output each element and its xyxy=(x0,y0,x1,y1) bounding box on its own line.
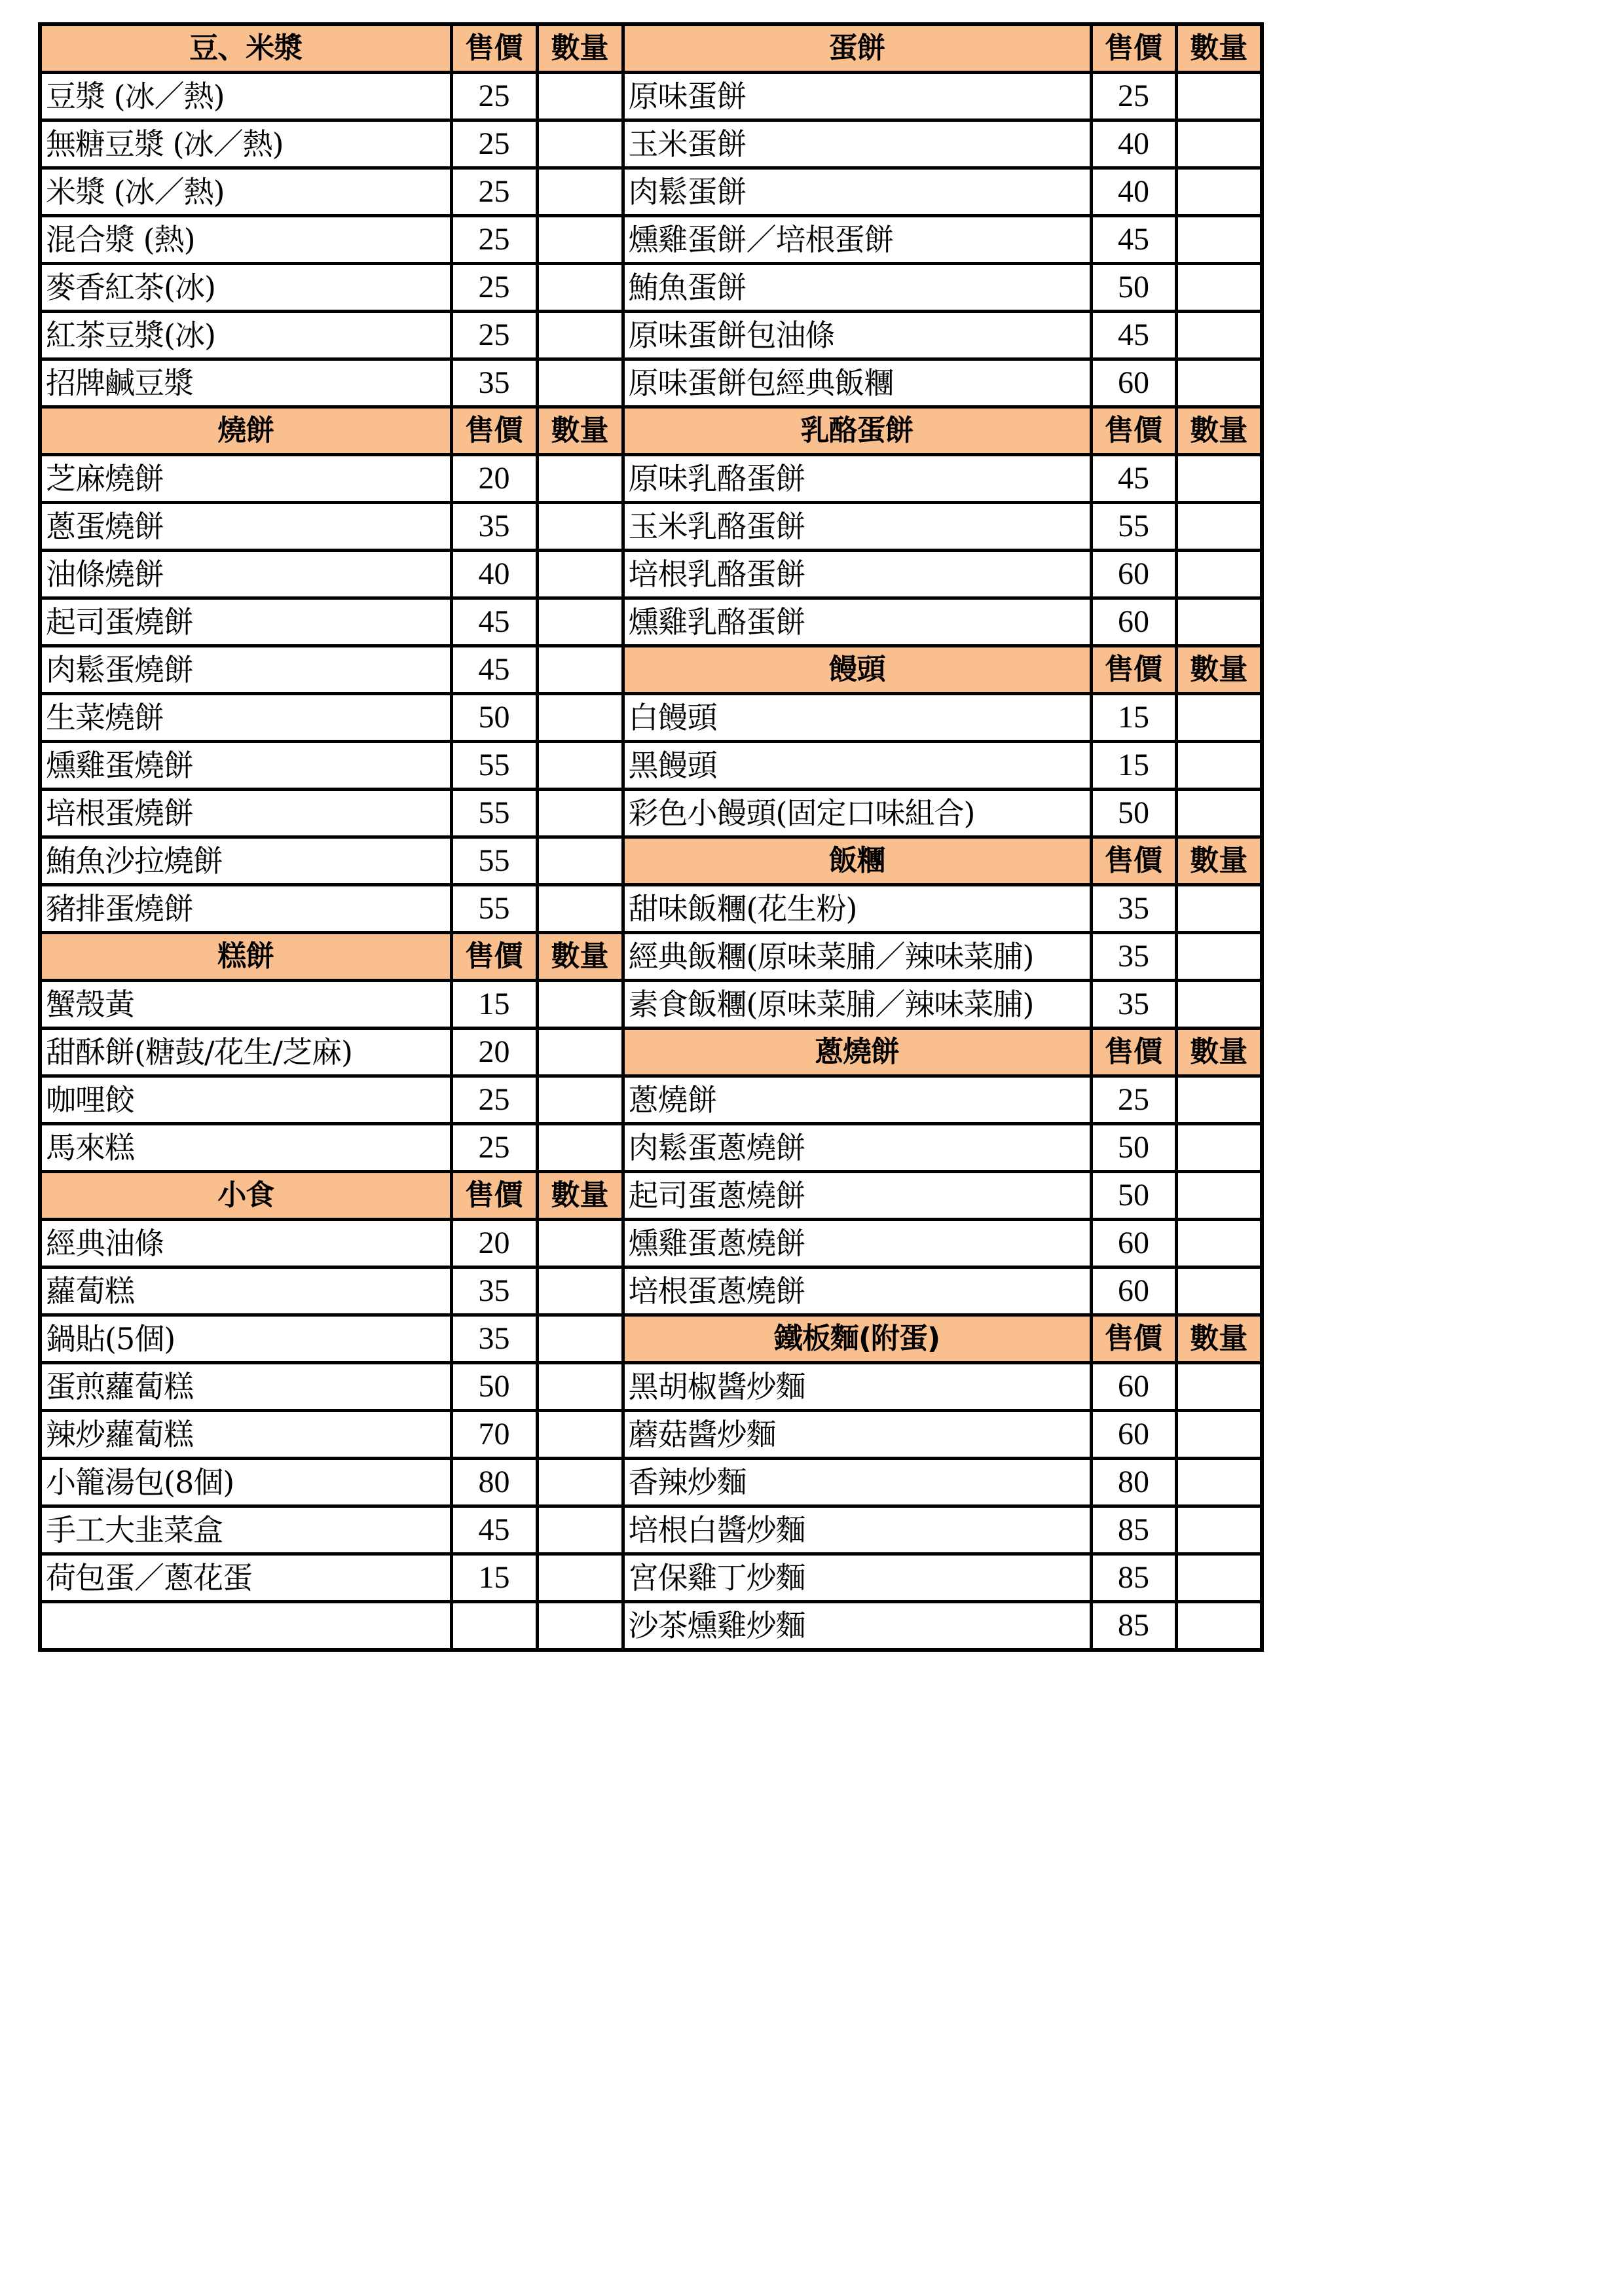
menu-item-price: 35 xyxy=(1091,885,1176,933)
table-row xyxy=(40,1363,1262,1411)
quantity-column-header: 數量 xyxy=(537,407,623,455)
quantity-input-cell[interactable] xyxy=(1176,1076,1262,1124)
quantity-input-cell[interactable] xyxy=(537,1220,623,1267)
menu-item-name: 玉米蛋餅 xyxy=(623,120,1091,168)
quantity-input-cell[interactable] xyxy=(1176,551,1262,598)
table-row xyxy=(40,407,1262,455)
price-column-header: 售價 xyxy=(1091,837,1176,885)
menu-item-name: 起司蛋燒餅 xyxy=(40,598,451,646)
menu-item-name: 甜味飯糰(花生粉) xyxy=(623,885,1091,933)
menu-item-name: 甜酥餅(糖鼓/花生/芝麻) xyxy=(40,1029,451,1076)
menu-item-price: 60 xyxy=(1091,1267,1176,1315)
menu-item-price: 35 xyxy=(1091,933,1176,981)
menu-item-price: 45 xyxy=(1091,312,1176,359)
quantity-input-cell[interactable] xyxy=(1176,503,1262,551)
menu-item-name: 經典油條 xyxy=(40,1220,451,1267)
menu-item-price: 25 xyxy=(451,216,537,264)
menu-item-price: 50 xyxy=(451,694,537,742)
menu-item-price: 25 xyxy=(451,73,537,120)
menu-item-price: 35 xyxy=(1091,981,1176,1029)
quantity-column-header: 數量 xyxy=(1176,837,1262,885)
quantity-input-cell[interactable] xyxy=(537,1506,623,1554)
menu-item-price: 60 xyxy=(1091,598,1176,646)
menu-item-name: 小籠湯包(8個) xyxy=(40,1459,451,1506)
quantity-input-cell[interactable] xyxy=(1176,885,1262,933)
quantity-input-cell[interactable] xyxy=(1176,1506,1262,1554)
table-row xyxy=(40,1459,1262,1506)
menu-item-name: 芝麻燒餅 xyxy=(40,455,451,503)
quantity-input-cell[interactable] xyxy=(1176,120,1262,168)
menu-item-price: 15 xyxy=(1091,694,1176,742)
price-column-header: 售價 xyxy=(1091,24,1176,73)
quantity-input-cell[interactable] xyxy=(1176,1459,1262,1506)
quantity-input-cell[interactable] xyxy=(1176,264,1262,312)
quantity-input-cell[interactable] xyxy=(1176,73,1262,120)
quantity-input-cell[interactable] xyxy=(537,455,623,503)
table-row xyxy=(40,742,1262,790)
menu-item-price: 50 xyxy=(451,1363,537,1411)
menu-item-price: 15 xyxy=(451,981,537,1029)
quantity-input-cell[interactable] xyxy=(1176,1363,1262,1411)
table-row xyxy=(40,503,1262,551)
quantity-input-cell[interactable] xyxy=(1176,598,1262,646)
menu-item-name: 燻雞蛋燒餅 xyxy=(40,742,451,790)
quantity-column-header: 數量 xyxy=(1176,646,1262,694)
quantity-input-cell[interactable] xyxy=(537,1267,623,1315)
menu-item-name: 培根蛋燒餅 xyxy=(40,790,451,837)
menu-item-price: 80 xyxy=(1091,1459,1176,1506)
section-title: 小食 xyxy=(40,1172,451,1220)
menu-item-price: 25 xyxy=(451,1124,537,1172)
menu-item-price: 15 xyxy=(451,1554,537,1602)
price-column-header: 售價 xyxy=(451,407,537,455)
menu-item-name: 白饅頭 xyxy=(623,694,1091,742)
menu-item-name: 肉鬆蛋燒餅 xyxy=(40,646,451,694)
menu-item-name: 起司蛋蔥燒餅 xyxy=(623,1172,1091,1220)
menu-item-name: 肉鬆蛋餅 xyxy=(623,168,1091,216)
quantity-column-header: 數量 xyxy=(1176,1029,1262,1076)
table-row xyxy=(40,455,1262,503)
menu-item-price: 85 xyxy=(1091,1602,1176,1650)
menu-item-price: 45 xyxy=(451,1506,537,1554)
menu-item-name: 鮪魚沙拉燒餅 xyxy=(40,837,451,885)
quantity-input-cell[interactable] xyxy=(537,216,623,264)
quantity-input-cell[interactable] xyxy=(537,1411,623,1459)
table-row xyxy=(40,1124,1262,1172)
menu-item-price: 60 xyxy=(1091,551,1176,598)
price-column-header: 售價 xyxy=(451,933,537,981)
menu-item-name: 手工大韭菜盒 xyxy=(40,1506,451,1554)
section-title: 糕餅 xyxy=(40,933,451,981)
menu-item-price: 85 xyxy=(1091,1506,1176,1554)
menu-item-price: 60 xyxy=(1091,359,1176,407)
menu-item-name: 原味蛋餅包油條 xyxy=(623,312,1091,359)
menu-item-name: 米漿 (冰／熱) xyxy=(40,168,451,216)
quantity-input-cell[interactable] xyxy=(537,551,623,598)
menu-item-price: 25 xyxy=(451,168,537,216)
quantity-input-cell[interactable] xyxy=(1176,216,1262,264)
quantity-input-cell[interactable] xyxy=(1176,981,1262,1029)
menu-item-name: 蟹殼黃 xyxy=(40,981,451,1029)
section-title: 燒餅 xyxy=(40,407,451,455)
quantity-input-cell[interactable] xyxy=(537,790,623,837)
menu-item-name: 素食飯糰(原味菜脯／辣味菜脯) xyxy=(623,981,1091,1029)
quantity-input-cell[interactable] xyxy=(1176,359,1262,407)
menu-item-name: 紅茶豆漿(冰) xyxy=(40,312,451,359)
table-row xyxy=(40,694,1262,742)
menu-item-price: 80 xyxy=(451,1459,537,1506)
menu-item-price: 60 xyxy=(1091,1363,1176,1411)
table-row xyxy=(40,598,1262,646)
table-row xyxy=(40,264,1262,312)
quantity-input-cell[interactable] xyxy=(1176,312,1262,359)
menu-item-price: 55 xyxy=(451,742,537,790)
menu-item-price: 25 xyxy=(451,264,537,312)
menu-item-name: 馬來糕 xyxy=(40,1124,451,1172)
quantity-input-cell[interactable] xyxy=(537,73,623,120)
table-row xyxy=(40,885,1262,933)
menu-item-price: 25 xyxy=(451,312,537,359)
section-title: 蔥燒餅 xyxy=(623,1029,1091,1076)
table-row xyxy=(40,1411,1262,1459)
quantity-input-cell[interactable] xyxy=(537,1029,623,1076)
menu-item-name: 蘑菇醬炒麵 xyxy=(623,1411,1091,1459)
section-title: 蛋餅 xyxy=(623,24,1091,73)
menu-item-price: 35 xyxy=(451,359,537,407)
quantity-input-cell[interactable] xyxy=(1176,790,1262,837)
menu-item-name: 辣炒蘿蔔糕 xyxy=(40,1411,451,1459)
menu-item-price: 55 xyxy=(451,790,537,837)
menu-item-name: 蔥蛋燒餅 xyxy=(40,503,451,551)
menu-item-price: 35 xyxy=(451,1315,537,1363)
menu-item-name: 香辣炒麵 xyxy=(623,1459,1091,1506)
price-column-header: 售價 xyxy=(451,24,537,73)
quantity-input-cell[interactable] xyxy=(537,1315,623,1363)
menu-item-price: 50 xyxy=(1091,1172,1176,1220)
quantity-input-cell[interactable] xyxy=(537,1554,623,1602)
quantity-input-cell[interactable] xyxy=(537,1076,623,1124)
menu-item-price: 50 xyxy=(1091,790,1176,837)
menu-item-name: 沙茶燻雞炒麵 xyxy=(623,1602,1091,1650)
table-row xyxy=(40,1076,1262,1124)
menu-item-price: 45 xyxy=(1091,455,1176,503)
menu-item-name: 無糖豆漿 (冰／熱) xyxy=(40,120,451,168)
quantity-column-header: 數量 xyxy=(537,933,623,981)
menu-item-name: 生菜燒餅 xyxy=(40,694,451,742)
section-title: 飯糰 xyxy=(623,837,1091,885)
menu-item-price: 60 xyxy=(1091,1411,1176,1459)
table-row xyxy=(40,551,1262,598)
menu-item-name: 燻雞乳酪蛋餅 xyxy=(623,598,1091,646)
menu-item-name: 原味蛋餅 xyxy=(623,73,1091,120)
menu-item-name: 豬排蛋燒餅 xyxy=(40,885,451,933)
menu-item-name: 玉米乳酪蛋餅 xyxy=(623,503,1091,551)
quantity-input-cell[interactable] xyxy=(1176,1411,1262,1459)
table-row xyxy=(40,1220,1262,1267)
menu-item-name xyxy=(40,1602,451,1650)
quantity-input-cell[interactable] xyxy=(537,312,623,359)
quantity-input-cell[interactable] xyxy=(1176,694,1262,742)
menu-item-name: 黑胡椒醬炒麵 xyxy=(623,1363,1091,1411)
quantity-input-cell[interactable] xyxy=(537,694,623,742)
menu-item-price: 45 xyxy=(1091,216,1176,264)
menu-item-name: 油條燒餅 xyxy=(40,551,451,598)
quantity-column-header: 數量 xyxy=(1176,407,1262,455)
quantity-input-cell[interactable] xyxy=(537,981,623,1029)
quantity-input-cell[interactable] xyxy=(537,646,623,694)
quantity-input-cell[interactable] xyxy=(1176,1267,1262,1315)
section-title: 鐵板麵(附蛋) xyxy=(623,1315,1091,1363)
quantity-input-cell[interactable] xyxy=(537,885,623,933)
menu-item-price: 15 xyxy=(1091,742,1176,790)
menu-item-name: 燻雞蛋蔥燒餅 xyxy=(623,1220,1091,1267)
table-row xyxy=(40,1315,1262,1363)
quantity-input-cell[interactable] xyxy=(537,742,623,790)
table-row xyxy=(40,24,1262,73)
table-row xyxy=(40,216,1262,264)
quantity-input-cell[interactable] xyxy=(537,1459,623,1506)
menu-item-name: 培根蛋蔥燒餅 xyxy=(623,1267,1091,1315)
quantity-column-header: 數量 xyxy=(537,24,623,73)
quantity-input-cell[interactable] xyxy=(537,837,623,885)
menu-item-name: 蘿蔔糕 xyxy=(40,1267,451,1315)
table-row xyxy=(40,646,1262,694)
quantity-input-cell[interactable] xyxy=(537,264,623,312)
menu-item-name: 培根乳酪蛋餅 xyxy=(623,551,1091,598)
table-row xyxy=(40,790,1262,837)
price-column-header: 售價 xyxy=(1091,407,1176,455)
table-row xyxy=(40,168,1262,216)
table-row xyxy=(40,1602,1262,1650)
menu-item-price: 40 xyxy=(1091,120,1176,168)
price-column-header: 售價 xyxy=(1091,1029,1176,1076)
table-row xyxy=(40,1554,1262,1602)
quantity-column-header: 數量 xyxy=(1176,24,1262,73)
menu-item-price: 25 xyxy=(451,1076,537,1124)
table-row xyxy=(40,1172,1262,1220)
quantity-input-cell[interactable] xyxy=(1176,1554,1262,1602)
quantity-input-cell[interactable] xyxy=(537,503,623,551)
quantity-input-cell[interactable] xyxy=(1176,1220,1262,1267)
menu-item-name: 混合漿 (熱) xyxy=(40,216,451,264)
table-row xyxy=(40,837,1262,885)
quantity-input-cell[interactable] xyxy=(1176,742,1262,790)
menu-item-name: 肉鬆蛋蔥燒餅 xyxy=(623,1124,1091,1172)
price-column-header: 售價 xyxy=(1091,1315,1176,1363)
quantity-input-cell[interactable] xyxy=(537,120,623,168)
section-title: 饅頭 xyxy=(623,646,1091,694)
menu-item-name: 鍋貼(5個) xyxy=(40,1315,451,1363)
table-row xyxy=(40,933,1262,981)
quantity-input-cell[interactable] xyxy=(1176,1172,1262,1220)
table-row xyxy=(40,1506,1262,1554)
menu-item-name: 經典飯糰(原味菜脯／辣味菜脯) xyxy=(623,933,1091,981)
menu-item-name: 原味乳酪蛋餅 xyxy=(623,455,1091,503)
menu-item-name: 招牌鹹豆漿 xyxy=(40,359,451,407)
menu-item-price: 25 xyxy=(451,120,537,168)
menu-item-price: 45 xyxy=(451,598,537,646)
menu-item-name: 培根白醬炒麵 xyxy=(623,1506,1091,1554)
quantity-input-cell[interactable] xyxy=(537,359,623,407)
table-row xyxy=(40,1029,1262,1076)
menu-item-price xyxy=(451,1602,537,1650)
order-form-table xyxy=(38,22,1264,1652)
menu-item-price: 20 xyxy=(451,1029,537,1076)
menu-item-name: 蛋煎蘿蔔糕 xyxy=(40,1363,451,1411)
menu-item-price: 50 xyxy=(1091,264,1176,312)
menu-item-price: 55 xyxy=(451,837,537,885)
menu-item-price: 25 xyxy=(1091,73,1176,120)
menu-item-name: 豆漿 (冰／熱) xyxy=(40,73,451,120)
section-title: 乳酪蛋餅 xyxy=(623,407,1091,455)
menu-item-price: 20 xyxy=(451,455,537,503)
menu-item-name: 原味蛋餅包經典飯糰 xyxy=(623,359,1091,407)
menu-item-price: 55 xyxy=(451,885,537,933)
menu-item-name: 彩色小饅頭(固定口味組合) xyxy=(623,790,1091,837)
quantity-input-cell[interactable] xyxy=(1176,1124,1262,1172)
menu-item-name: 燻雞蛋餅／培根蛋餅 xyxy=(623,216,1091,264)
menu-item-price: 70 xyxy=(451,1411,537,1459)
menu-item-price: 60 xyxy=(1091,1220,1176,1267)
quantity-input-cell[interactable] xyxy=(1176,933,1262,981)
table-row xyxy=(40,981,1262,1029)
quantity-input-cell[interactable] xyxy=(537,1602,623,1650)
menu-item-price: 40 xyxy=(1091,168,1176,216)
quantity-column-header: 數量 xyxy=(1176,1315,1262,1363)
menu-item-name: 鮪魚蛋餅 xyxy=(623,264,1091,312)
quantity-input-cell[interactable] xyxy=(1176,168,1262,216)
quantity-column-header: 數量 xyxy=(537,1172,623,1220)
quantity-input-cell[interactable] xyxy=(537,1124,623,1172)
price-column-header: 售價 xyxy=(451,1172,537,1220)
menu-item-price: 45 xyxy=(451,646,537,694)
menu-item-name: 麥香紅茶(冰) xyxy=(40,264,451,312)
quantity-input-cell[interactable] xyxy=(537,168,623,216)
menu-item-name: 宮保雞丁炒麵 xyxy=(623,1554,1091,1602)
price-column-header: 售價 xyxy=(1091,646,1176,694)
menu-item-price: 35 xyxy=(451,503,537,551)
menu-item-price: 25 xyxy=(1091,1076,1176,1124)
menu-item-price: 40 xyxy=(451,551,537,598)
table-row xyxy=(40,359,1262,407)
menu-item-name: 蔥燒餅 xyxy=(623,1076,1091,1124)
section-title: 豆、米漿 xyxy=(40,24,451,73)
menu-item-name: 黑饅頭 xyxy=(623,742,1091,790)
menu-item-price: 20 xyxy=(451,1220,537,1267)
table-row xyxy=(40,73,1262,120)
quantity-input-cell[interactable] xyxy=(537,598,623,646)
menu-item-price: 50 xyxy=(1091,1124,1176,1172)
menu-item-price: 85 xyxy=(1091,1554,1176,1602)
table-row xyxy=(40,120,1262,168)
quantity-input-cell[interactable] xyxy=(1176,455,1262,503)
menu-item-name: 荷包蛋／蔥花蛋 xyxy=(40,1554,451,1602)
table-row xyxy=(40,312,1262,359)
menu-item-name: 咖哩餃 xyxy=(40,1076,451,1124)
quantity-input-cell[interactable] xyxy=(1176,1602,1262,1650)
quantity-input-cell[interactable] xyxy=(537,1363,623,1411)
order-form-body xyxy=(40,24,1262,1650)
table-row xyxy=(40,1267,1262,1315)
menu-item-price: 35 xyxy=(451,1267,537,1315)
menu-item-price: 55 xyxy=(1091,503,1176,551)
